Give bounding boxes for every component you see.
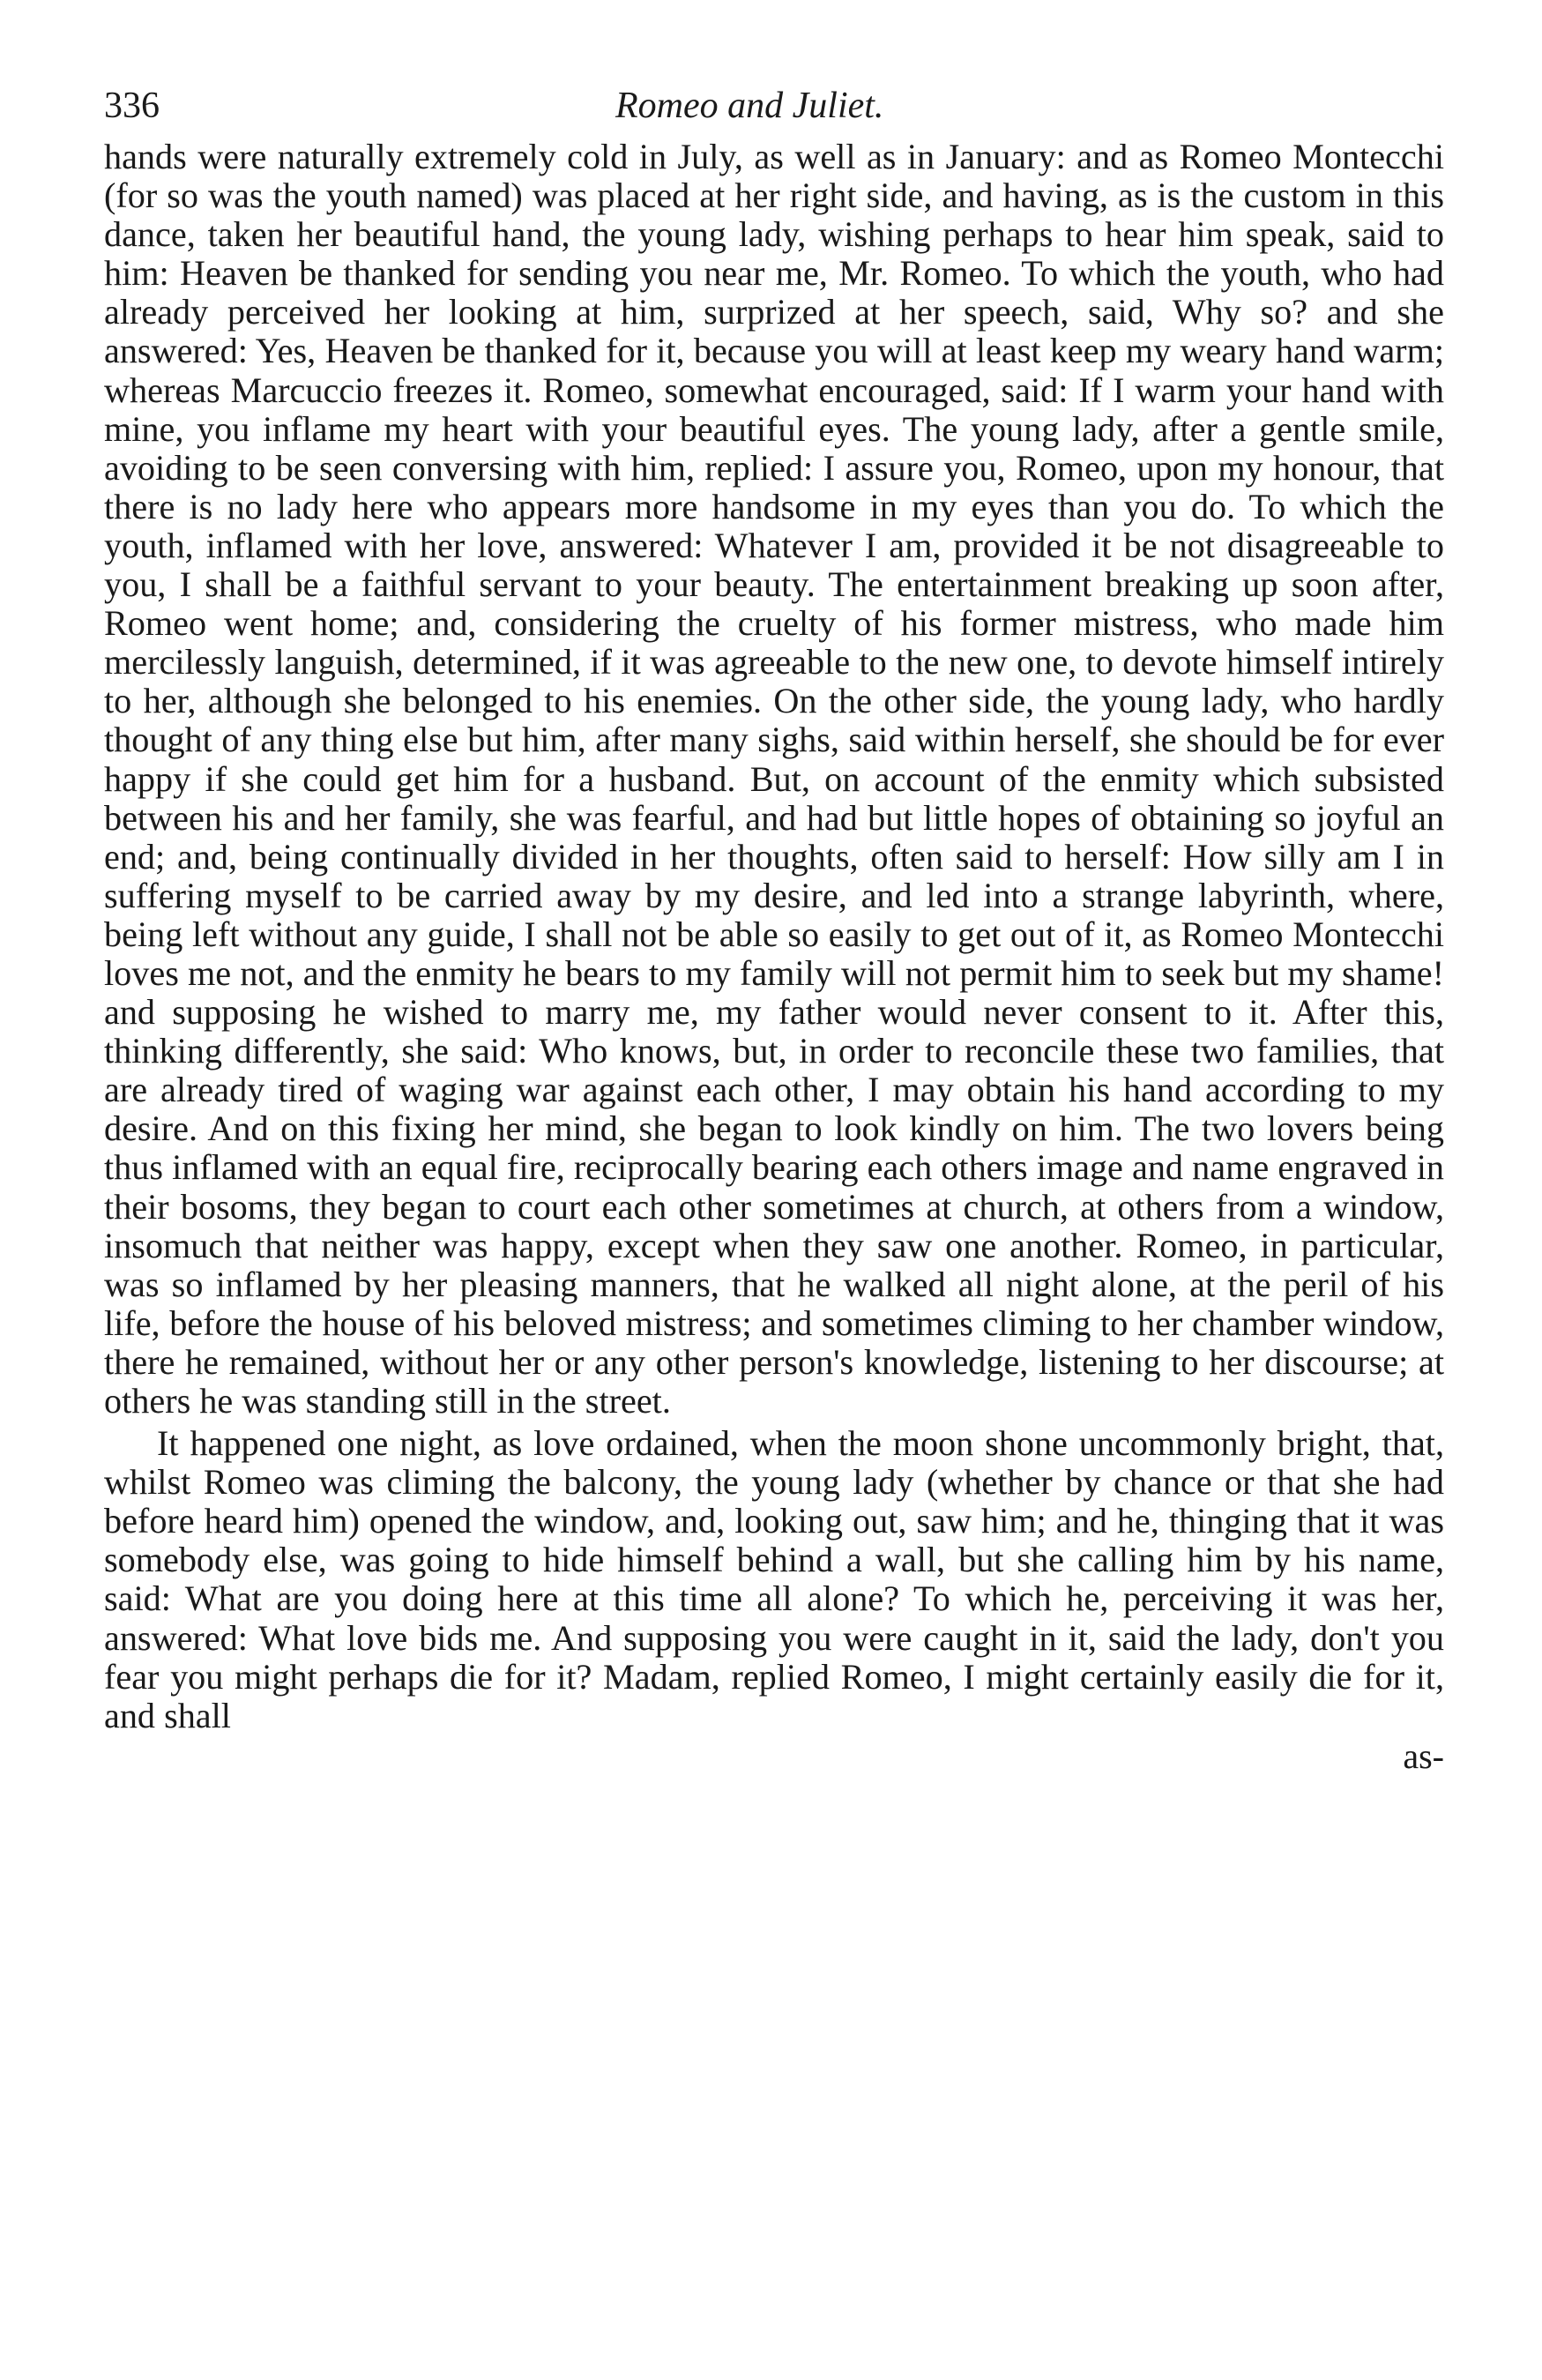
book-page	[104, 85, 1444, 2342]
running-title: Romeo and Juliet.	[615, 86, 884, 126]
page-header	[104, 85, 1444, 138]
paragraph-1: hands were naturally extremely cold in July, as well as in January: and as Romeo Montecchi (for so was the youth named) was placed at her right side, and having, as is the custom in this dance, taken her beautiful hand, the young lady, wishing perhaps to hear him speak, said to him: Heaven be thanked for sending you near me, Mr. Romeo. To which the youth, who had already perceived her looking at him, surprized at her speech, said, Why so? and she answered: Yes, Heaven be thanked for it, because you will at least keep my weary hand warm; whereas Marcuccio freezes it. Romeo, somewhat encouraged, said: If I warm your hand with mine, you inflame my heart with your beautiful eyes. The young lady, after a gentle smile, avoiding to be seen conversing with him, replied: I assure you, Romeo, upon my honour, that there is no lady here who appears more handsome in my eyes than you do. To which the youth, inflamed with her love, answered: Whatever I am, provided it be not disagreeable to you, I shall be a faithful servant to your beauty. The entertainment breaking up soon after, Romeo went home; and, considering the cruelty of his former mistress, who made him mercilessly languish, determined, if it was agreeable to the new one, to devote himself intirely to her, although she belonged to his enemies. On the other side, the young lady, who hardly thought of any thing else but him, after many sighs, said within herself, she should be for ever happy if she could get him for a husband. But, on account of the enmity which subsisted between his and her family, she was fearful, and had but little hopes of obtaining so joyful an end; and, being continually divided in her thoughts, often said to herself: How silly am I in suffering myself to be carried away by my desire, and led into a strange labyrinth, where, being left without any guide, I shall not be able so easily to get out of it, as Romeo Montecchi loves me not, and the enmity he bears to my family will not permit him to seek but my shame! and supposing he wished to marry me, my father would never consent to it. After this, thinking differently, she said: Who knows, but, in order to reconcile these two families, that are already tired of waging war against each other, I may obtain his hand according to my desire. And on this fixing her mind, she began to look kindly on him. The two lovers being thus inflamed with an equal fire, reciprocally bearing each others image and name engraved in their bosoms, they began to court each other sometimes at church, at others from a window, insomuch that neither was happy, except when they saw one another. Romeo, in particular, was so inflamed by her pleasing manners, that he walked all night alone, at the peril of his life, before the house of his beloved mistress; and sometimes climing to her chamber window, there he remained, without her or any other person's knowledge, listening to her discourse; at others he was standing still in the street.	[104, 137, 1444, 1421]
paragraph-2: It happened one night, as love ordained, when the moon shone uncommonly bright, that, whilst Romeo was climing the balcony, the young lady (whether by chance or that she had before heard him) opened the window, and, looking out, saw him; and he, thinging that it was somebody else, was going to hide himself behind a wall, but she calling him by his name, said: What are you doing here at this time all alone? To which he, perceiving it was her, answered: What love bids me. And supposing you were caught in it, said the lady, don't you fear you might perhaps die for it? Madam, replied Romeo, I might certainly easily die for it, and shall	[104, 1423, 1444, 1735]
page-number: 336	[104, 86, 160, 126]
catchword: as-	[1403, 1735, 1444, 1776]
body-text	[104, 138, 1444, 1735]
